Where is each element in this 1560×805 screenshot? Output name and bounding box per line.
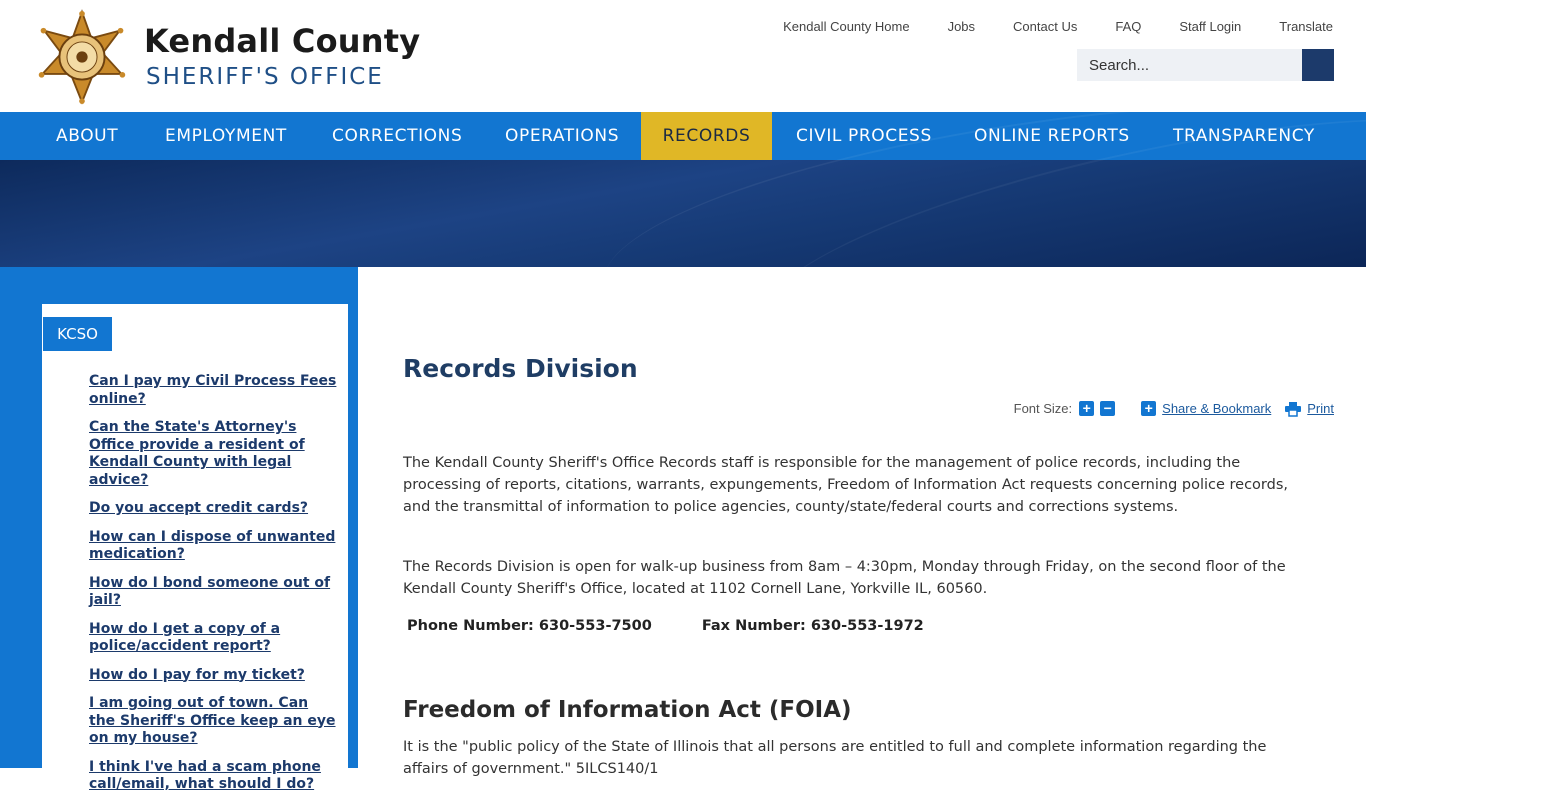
intro-paragraph: The Kendall County Sheriff's Office Records staff is responsible for the management of police records, including the processing of reports, citations, warrants, expungements, Freedom of Information Act requests concerning police records, and the transmittal of information to police agencies, county/state/federal courts and corrections systems. bbox=[403, 455, 1289, 515]
site-header bbox=[0, 0, 1366, 112]
nav-item-transparency[interactable]: TRANSPARENCY bbox=[1173, 126, 1315, 146]
sheriff-star-logo-icon[interactable] bbox=[34, 10, 130, 104]
search-bar bbox=[1077, 49, 1334, 81]
nav-item-about[interactable]: ABOUT bbox=[56, 126, 119, 146]
util-link-translate[interactable]: Translate bbox=[1279, 19, 1333, 34]
nav-item-civil-process[interactable]: CIVIL PROCESS bbox=[796, 126, 932, 146]
foia-paragraph: It is the "public policy of the State of Illinois that all persons are entitled to full and complete information regarding the affairs of government." 5ILCS140/1 bbox=[403, 739, 1267, 777]
search-input[interactable] bbox=[1077, 49, 1302, 81]
list-item bbox=[89, 419, 339, 489]
faq-link[interactable]: How do I bond someone out of jail? bbox=[89, 574, 331, 608]
list-item bbox=[89, 621, 339, 656]
util-link-contact-us[interactable]: Contact Us bbox=[1013, 19, 1078, 34]
sidebar-tab-kcso: KCSO bbox=[43, 317, 112, 351]
phone-number: Phone Number: 630-553-7500 bbox=[407, 618, 652, 634]
page-banner bbox=[0, 160, 1366, 267]
nav-item-corrections[interactable]: CORRECTIONS bbox=[332, 126, 463, 146]
list-item bbox=[89, 575, 339, 610]
list-item bbox=[89, 373, 339, 408]
util-link-staff-login[interactable]: Staff Login bbox=[1179, 19, 1242, 34]
foia-heading: Freedom of Information Act (FOIA) bbox=[403, 697, 852, 723]
faq-link[interactable]: Do you accept credit cards? bbox=[89, 500, 309, 516]
page-title: Records Division bbox=[403, 354, 638, 383]
util-link-faq[interactable]: FAQ bbox=[1115, 19, 1142, 34]
list-item bbox=[89, 759, 339, 794]
nav-item-operations[interactable]: OPERATIONS bbox=[505, 126, 620, 146]
search-button[interactable] bbox=[1302, 49, 1334, 81]
faq-link[interactable]: Can I pay my Civil Process Fees online? bbox=[89, 373, 337, 407]
font-size-label: Font Size: bbox=[1013, 401, 1073, 416]
nav-item-records[interactable]: RECORDS bbox=[641, 112, 772, 160]
list-item bbox=[89, 529, 339, 564]
site-title[interactable]: Kendall County bbox=[144, 22, 421, 60]
hours-paragraph: The Records Division is open for walk-up business from 8am – 4:30pm, Monday through Friday, on the second floor of the Kendall County Sheriff's Office, located at 1102 Cornell Lane, Yorkville IL, 60560. bbox=[403, 559, 1286, 597]
faq-link[interactable]: How do I get a copy of a police/accident report? bbox=[89, 620, 281, 654]
printer-icon[interactable] bbox=[1285, 402, 1301, 416]
util-link-kendall-county-home[interactable]: Kendall County Home bbox=[783, 19, 910, 34]
font-increase-icon[interactable]: + bbox=[1079, 401, 1094, 416]
share-bookmark-link[interactable]: Share & Bookmark bbox=[1162, 401, 1272, 416]
util-link-jobs[interactable]: Jobs bbox=[947, 19, 976, 34]
site-subtitle[interactable]: SHERIFF'S OFFICE bbox=[146, 64, 384, 90]
faq-link[interactable]: I am going out of town. Can the Sheriff's Office keep an eye on my house? bbox=[89, 695, 336, 746]
faq-link[interactable]: How do I pay for my ticket? bbox=[89, 666, 305, 683]
list-item bbox=[89, 695, 339, 748]
font-decrease-icon[interactable]: − bbox=[1100, 401, 1115, 416]
list-item bbox=[89, 667, 339, 685]
page-tools bbox=[1014, 401, 1334, 416]
nav-item-employment[interactable]: EMPLOYMENT bbox=[165, 126, 287, 146]
utility-nav bbox=[745, 19, 1333, 34]
print-link[interactable]: Print bbox=[1307, 401, 1334, 416]
nav-item-online-reports[interactable]: ONLINE REPORTS bbox=[974, 126, 1130, 146]
faq-list bbox=[89, 373, 339, 805]
faq-link[interactable]: I think I've had a scam phone call/email, what should I do? bbox=[89, 758, 321, 792]
faq-link[interactable]: Can the State's Attorney's Office provide a resident of Kendall County with legal advice? bbox=[89, 419, 305, 488]
list-item bbox=[89, 500, 339, 518]
faq-link[interactable]: How can I dispose of unwanted medication? bbox=[89, 528, 336, 562]
fax-number: Fax Number: 630-553-1972 bbox=[701, 618, 924, 634]
contact-numbers bbox=[407, 618, 924, 634]
share-plus-icon[interactable]: + bbox=[1141, 401, 1156, 416]
